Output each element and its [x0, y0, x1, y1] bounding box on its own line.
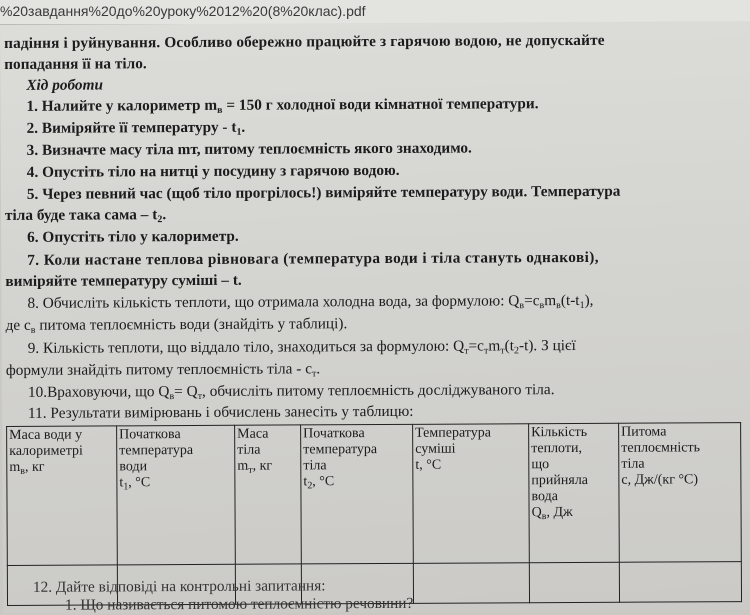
col-header-body-initial-temp: Початкова температура тіла $t_2$, °C	[301, 424, 414, 563]
table-cell	[413, 563, 529, 604]
table-cell	[529, 562, 619, 603]
step-5-line-2: тіла буде така сама – $t_2$.	[4, 206, 167, 226]
col-header-water-mass: Маса води у калориметрі $m_в$, кг	[7, 426, 118, 565]
step-1: 1. Налийте у калориметр $m_в = 150$ г холодної води кімнатної температури.	[26, 95, 539, 116]
document-page	[0, 21, 750, 614]
col-header-mixture-temp: Температура суміші t, °C	[413, 424, 530, 563]
intro-line-1: падіння і руйнування. Особливо обережно працюйте з гарячою водою, не допускайте	[4, 31, 605, 52]
table-header-row	[7, 423, 742, 566]
section-title: Хід роботи	[26, 76, 104, 94]
step-7-line-1: 7. Коли настане теплова рівновага (температура води і тіла стануть однакові),	[27, 248, 600, 269]
step-10: 10.Враховуючи, що $Q_в= Q_т$, обчисліть питому теплоємність досліджуваного тіла.	[27, 381, 555, 403]
step-3: 3. Визначте масу тіла mт, питому теплоємність якого знаходимо.	[26, 139, 472, 159]
col-header-heat-received: Кількість теплоти, що прийняла вода $Q_в$, Дж	[529, 423, 620, 562]
step-8-line-2: де $c_в$ питома теплоємність води (знайдіть у таблиці).	[5, 315, 348, 336]
step-2: 2. Виміряйте її температуру - $t_1$.	[26, 118, 246, 138]
pdf-tab-title[interactable]: %20завдання%20до%20уроку%2012%20(8%20клас).pdf	[0, 3, 366, 19]
step-6: 6. Опустіть тіло у калориметр.	[27, 227, 239, 246]
question-12-heading: 12. Дайте відповіді на контрольні запитання:	[32, 577, 326, 596]
col-header-specific-heat: Питома теплоємність тіла c, Дж/(кг °C)	[619, 423, 742, 563]
col-header-body-mass: Маса тіла $m_т$, кг	[235, 425, 302, 564]
intro-line-2: попадання її на тіло.	[4, 55, 147, 73]
table-cell	[619, 562, 741, 603]
step-11: 11. Результати вимірювань і обчислень занесіть у таблицю:	[27, 402, 414, 422]
step-9-line-2: формули знайдіть питому теплоємність тіла - $c_т$.	[5, 360, 321, 380]
step-9-line-1: 9. Кількість теплоти, що віддало тіло, знаходиться за формулою: $Q_т=c_тm_т(t_2-t)$. З цієї	[27, 336, 576, 357]
step-5-line-1: 5. Через певний час (щоб тіло прогрілось!) виміряйте температуру води. Температура	[26, 182, 621, 203]
step-8-line-1: 8. Обчисліть кількість теплоти, що отримала холодна вода, за формулою: $Q_в=c_вm_в(t-t_1)$,	[27, 291, 594, 312]
step-4: 4. Опустіть тіло на нитці у посудину з гарячою водою.	[26, 161, 400, 181]
col-header-water-initial-temp: Початкова температура води $t_1$, °C	[117, 425, 236, 564]
control-question-1: 1. Що називається питомою теплоємністю речовини?	[64, 594, 414, 614]
step-7-line-2: виміряйте температуру суміші – t.	[5, 271, 242, 290]
